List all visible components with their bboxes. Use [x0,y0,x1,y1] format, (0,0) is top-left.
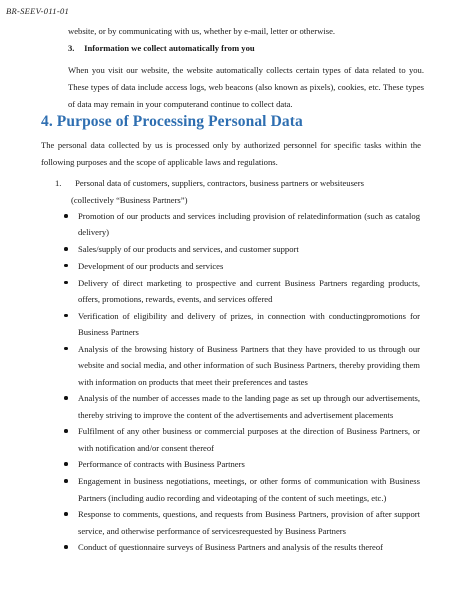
item-continuation: (collectively “Business Partners”) [71,195,188,205]
list-item: Engagement in business negotiations, meetings, or other forms of communication with Business Partners (including audio recording and videotaping of the content of such meetings, etc.) [64,473,420,506]
subsection-number: 3. [68,43,75,53]
list-item: Analysis of the number of accesses made to the landing page as set up through our advertisements, thereby striving to improve the content of the advertisements and advertisement placements [64,390,420,423]
list-item: Analysis of the browsing history of Business Partners that they have provided to us through our website and social media, and other information of such Business Partners, thereby providing them with information on products that meet their preferences and tastes [64,341,420,390]
item-number: 1. [55,178,62,188]
list-item: Response to comments, questions, and requests from Business Partners, provision of after support service, and otherwise performance of servicesrequested by Business Partners [64,506,420,539]
item-text: Personal data of customers, suppliers, contractors, business partners or websiteusers [75,178,364,188]
document-code: BR-SEEV-011-01 [6,6,70,16]
purpose-bullet-list [64,208,420,556]
intro-line: website, or by communicating with us, whether by e-mail, letter or otherwise. [68,26,336,36]
subsection-title: Information we collect automatically from you [84,43,255,53]
list-item: Delivery of direct marketing to prospective and current Business Partners regarding products, offers, promotions, rewards, events, and services offered [64,275,420,308]
list-item: Performance of contracts with Business Partners [64,456,420,472]
section-lead-paragraph: The personal data collected by us is processed only by authorized personnel for specific tasks within the following purposes and the scope of applicable laws and regulations. [41,140,421,167]
numbered-item [55,175,415,192]
auto-collect-paragraph: When you visit our website, the website automatically collects certain types of data related to you. These types of data include access logs, web beacons (also known as pixels), cookies, etc. These types of data may remain in your computerand continue to collect data. [68,65,424,109]
list-item: Verification of eligibility and delivery of prizes, in connection with conductingpromotions for Business Partners [64,308,420,341]
list-item: Conduct of questionnaire surveys of Business Partners and analysis of the results thereof [64,539,420,555]
list-item: Sales/supply of our products and services, and customer support [64,241,420,257]
list-item: Fulfilment of any other business or commercial purposes at the direction of Business Partners, or with notification and/or consent thereof [64,423,420,456]
section-heading: 4. Purpose of Processing Personal Data [41,113,303,130]
subsection-heading [68,40,255,57]
list-item: Promotion of our products and services including provision of relatedinformation (such as catalog delivery) [64,208,420,241]
list-item: Development of our products and services [64,258,420,274]
